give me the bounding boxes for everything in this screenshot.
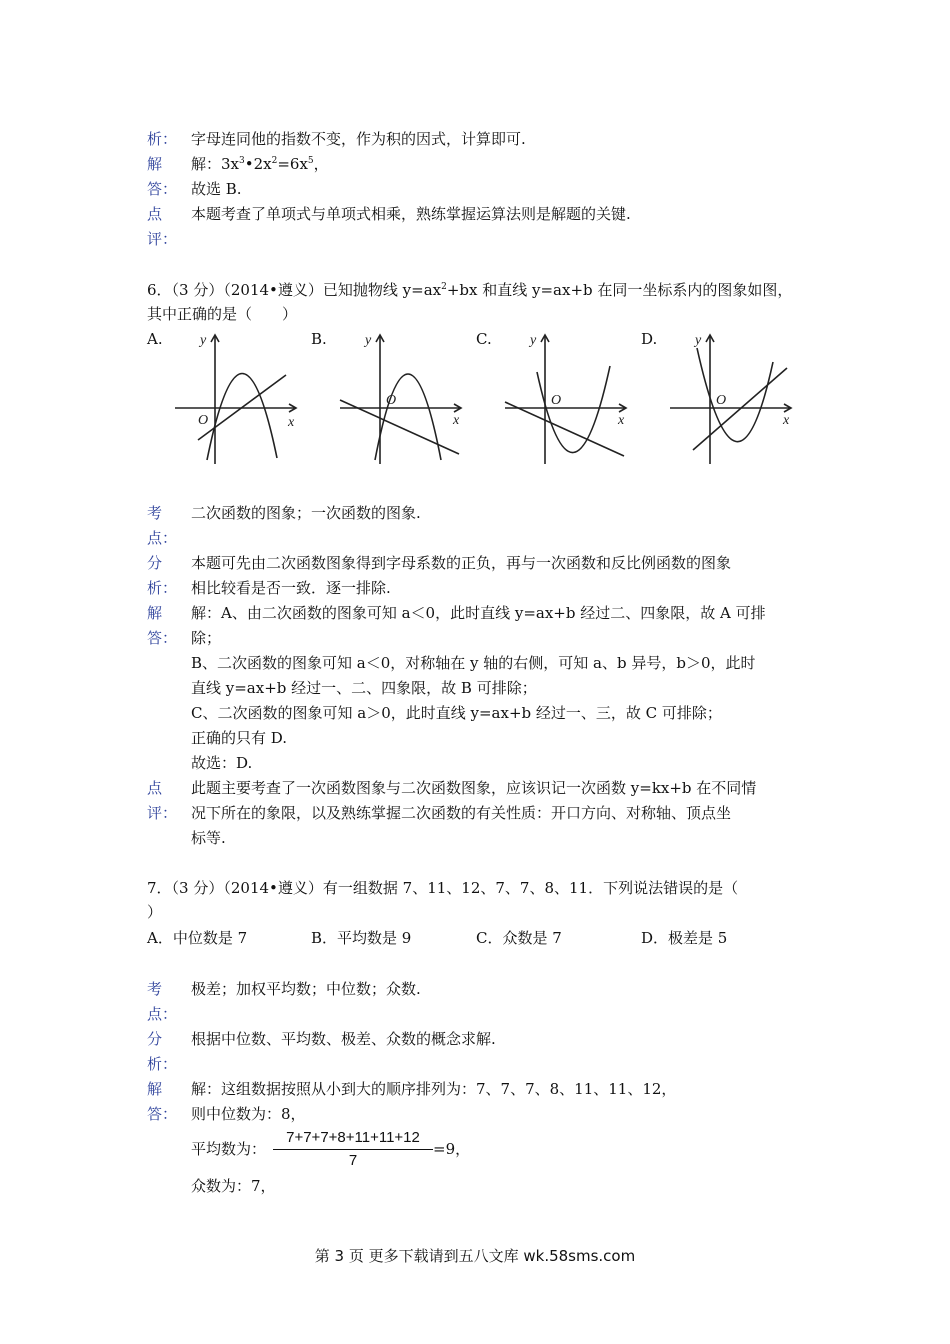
- q6-dianping-line: 标等.: [191, 829, 226, 847]
- axis-y-label: y: [530, 333, 537, 348]
- origin-label: O: [551, 393, 562, 408]
- q6-graph-c: [500, 328, 635, 468]
- jieda-label-top: 解: [147, 604, 163, 622]
- q6-dianping-line: 此题主要考查了一次函数图象与二次函数图象，应该识记一次函数 y=kx+b 在不同情: [191, 779, 757, 797]
- q7-option-d: D．极差是 5: [641, 929, 728, 947]
- q6-stem-line2: 其中正确的是（ ）: [147, 305, 298, 323]
- q6-option-a-label: A.: [147, 330, 163, 348]
- axis-x-label: x: [453, 413, 460, 428]
- q7-mean-result: =9，: [433, 1140, 471, 1158]
- jieda-label-top: 解: [147, 1080, 163, 1098]
- kaodian-label-bottom: 点：: [147, 1005, 178, 1023]
- q6-graph-d: [665, 328, 800, 468]
- axis-x-label: x: [618, 413, 625, 428]
- q7-stem-line2: ）: [147, 903, 163, 921]
- q5-comment-text: 本题考查了单项式与单项式相乘，熟练掌握运算法则是解题的关键.: [191, 205, 631, 223]
- origin-label: O: [386, 393, 397, 408]
- origin-label: O: [716, 393, 727, 408]
- dianping-label-top: 点: [147, 779, 163, 797]
- q6-option-d-label: D.: [641, 330, 658, 348]
- q5-solution-line1: 解：$3x^3•2x^2=6x^5$，: [191, 155, 329, 173]
- solution-label-top: 解: [147, 155, 163, 173]
- q6-jieda-line: 正确的只有 D.: [191, 729, 288, 747]
- fraction-numerator: 7+7+7+8+11+11+12: [286, 1129, 420, 1146]
- q6-option-c-label: C.: [476, 330, 492, 348]
- axis-x-label: x: [288, 415, 295, 430]
- fenxi-label-top: 分: [147, 554, 163, 572]
- fenxi-label-top: 分: [147, 1030, 163, 1048]
- q7-jieda-line1: 解：这组数据按照从小到大的顺序排列为：7、7、7、8、11、11、12，: [191, 1080, 677, 1098]
- q6-fenxi-line1: 本题可先由二次函数图象得到字母系数的正负，再与一次函数和反比例函数的图象: [191, 554, 732, 572]
- comment-label-top: 点: [147, 205, 163, 223]
- axis-y-label: y: [695, 333, 702, 348]
- q6-jieda-line: 除；: [191, 629, 222, 647]
- q6-jieda-line: B、二次函数的图象可知 a＜0，对称轴在 y 轴的右侧，可知 a、b 异号，b＞0，此时: [191, 654, 756, 672]
- q7-mean-fraction: [273, 1128, 433, 1171]
- kaodian-label-top: 考: [147, 980, 163, 998]
- jieda-label-bottom: 答：: [147, 1105, 178, 1123]
- solution-label-bottom: 答：: [147, 180, 178, 198]
- dianping-label-bottom: 评：: [147, 804, 178, 822]
- kaodian-label-top: 考: [147, 504, 163, 522]
- q6-jieda-line: C、二次函数的图象可知 a＞0，此时直线 y=ax+b 经过一、三，故 C 可排除；: [191, 704, 722, 722]
- fraction-bar: [273, 1149, 433, 1150]
- comment-label-bottom: 评：: [147, 230, 178, 248]
- q6-fenxi-line2: 相比较看是否一致．逐一排除.: [191, 579, 391, 597]
- q6-stem-line1: 6．（3 分）（2014•遵义）已知抛物线 $y=ax^2+bx$ 和直线 y=ax+b 在同一坐标系内的图象如图，: [147, 281, 793, 299]
- q6-graph-b: [335, 328, 470, 468]
- q7-option-c: C．众数是 7: [476, 929, 562, 947]
- axis-y-label: y: [200, 333, 207, 348]
- q7-option-b: B．平均数是 9: [311, 929, 412, 947]
- q6-graph-a: [170, 328, 305, 468]
- q6-jieda-line: 解：A、由二次函数的图象可知 a＜0，此时直线 y=ax+b 经过二、四象限，故 A 可排: [191, 604, 766, 622]
- q7-stem-line1: 7．（3 分）（2014•遵义）有一组数据 7、11、12、7、7、8、11．下列说法错误的是（: [147, 879, 739, 897]
- analysis-label: 析：: [147, 130, 178, 148]
- q7-fenxi-text: 根据中位数、平均数、极差、众数的概念求解.: [191, 1030, 496, 1048]
- q7-kaodian-text: 极差；加权平均数；中位数；众数.: [191, 980, 421, 998]
- q6-dianping-line: 况下所在的象限，以及熟练掌握二次函数的有关性质：开口方向、对称轴、顶点坐: [191, 804, 732, 822]
- q7-option-a: A．中位数是 7: [147, 929, 248, 947]
- fraction-denominator: 7: [348, 1152, 358, 1169]
- q7-mean-label: 平均数为：: [191, 1140, 267, 1158]
- axis-y-label: y: [365, 333, 372, 348]
- q5-analysis-text: 字母连同他的指数不变，作为积的因式，计算即可.: [191, 130, 526, 148]
- q6-option-b-label: B.: [311, 330, 327, 348]
- jieda-label-bottom: 答：: [147, 629, 178, 647]
- q6-jieda-line: 直线 y=ax+b 经过一、二、四象限，故 B 可排除；: [191, 679, 537, 697]
- q7-mode-line: 众数为：7，: [191, 1177, 276, 1195]
- fenxi-label-bottom: 析：: [147, 1055, 178, 1073]
- kaodian-label-bottom: 点：: [147, 529, 178, 547]
- page-footer: 第 3 页 更多下载请到五八文库 wk.58sms.com: [314, 1247, 636, 1265]
- q5-solution-line2: 故选 B.: [191, 180, 242, 198]
- q6-kaodian-text: 二次函数的图象；一次函数的图象.: [191, 504, 421, 522]
- origin-label: O: [198, 413, 209, 428]
- fenxi-label-bottom: 析：: [147, 579, 178, 597]
- q7-jieda-line2: 则中位数为：8，: [191, 1105, 306, 1123]
- q6-jieda-line: 故选：D.: [191, 754, 253, 772]
- axis-x-label: x: [783, 413, 790, 428]
